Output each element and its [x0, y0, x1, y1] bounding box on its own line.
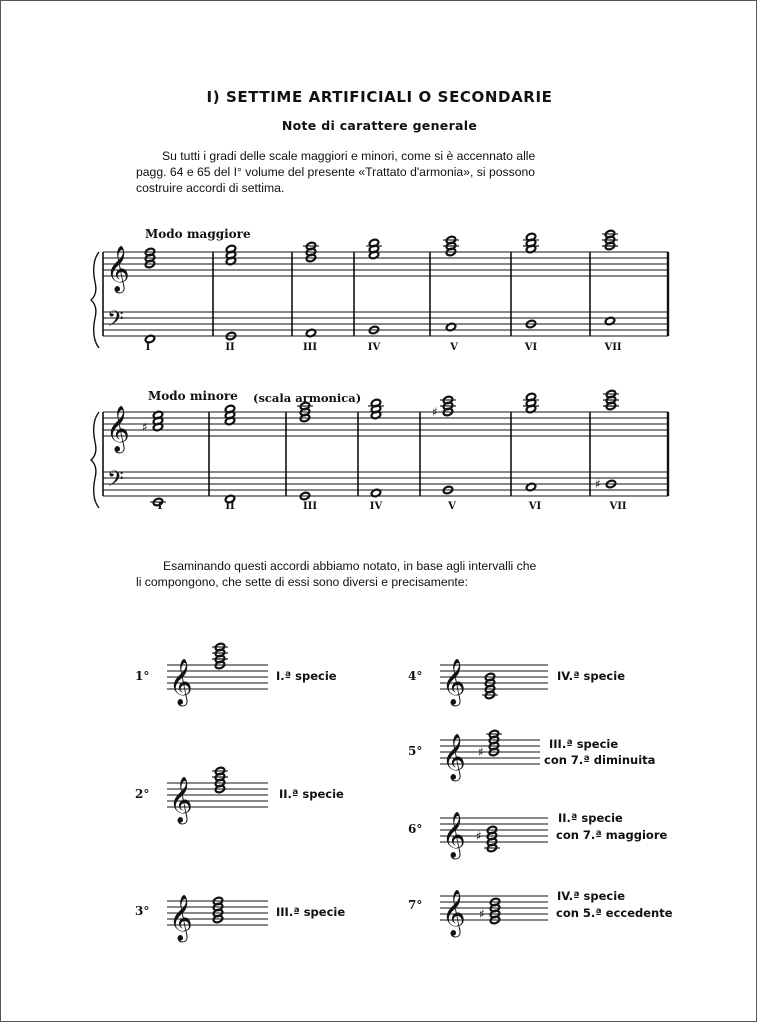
species-number: 5° — [408, 744, 423, 758]
treble-clef-icon: 𝄞 — [106, 406, 130, 452]
major-degree-label: VII — [604, 342, 622, 353]
species-number: 4° — [408, 669, 423, 683]
treble-clef-icon: 𝄞 — [442, 890, 466, 936]
species-number: 3° — [135, 904, 150, 918]
species-number: 6° — [408, 822, 423, 836]
minor-degree-label: I — [157, 501, 163, 512]
major-degree-label: IV — [367, 342, 381, 353]
species-label: II.ª specie — [279, 787, 344, 801]
bass-clef-icon: 𝄢 — [107, 307, 124, 337]
sharp-icon: ♯ — [595, 477, 601, 491]
species-label: I.ª specie — [276, 669, 337, 683]
sharp-icon: ♯ — [142, 420, 148, 434]
treble-clef-icon: 𝄞 — [442, 734, 466, 780]
minor-mode-label: Modo minore — [148, 389, 238, 403]
species-label-detail: con 7.ª diminuita — [544, 753, 656, 767]
brace-icon — [91, 412, 99, 508]
minor-degree-label: II — [225, 501, 235, 512]
brace-icon — [91, 252, 99, 348]
minor-degree-label: VI — [528, 501, 542, 512]
treble-clef-icon: 𝄞 — [169, 895, 193, 941]
analysis-line-2: li compongono, che sette di essi sono diversi e precisamente: — [136, 575, 468, 589]
minor-degree-label: V — [448, 501, 456, 512]
treble-clef-icon: 𝄞 — [169, 659, 193, 705]
major-degree-label: III — [302, 342, 318, 353]
minor-degree-label: III — [302, 501, 318, 512]
sharp-icon: ♯ — [476, 829, 482, 843]
species-label: III.ª specie — [549, 737, 619, 751]
intro-line-1: Su tutti i gradi delle scale maggiori e minori, come si è accennato alle — [162, 149, 536, 163]
treble-clef-icon: 𝄞 — [442, 812, 466, 858]
major-mode-label: Modo maggiore — [145, 227, 251, 241]
major-degree-label: II — [225, 342, 235, 353]
minor-degree-label: VII — [609, 501, 627, 512]
species-label-detail: con 7.ª maggiore — [556, 828, 668, 842]
minor-degree-label: IV — [369, 501, 383, 512]
intro-line-2: pagg. 64 e 65 del I° volume del presente «Trattato d'armonia», si possono — [136, 165, 536, 179]
treble-clef-icon: 𝄞 — [169, 777, 193, 823]
sharp-icon: ♯ — [479, 907, 485, 921]
species-label-detail: con 5.ª eccedente — [556, 906, 673, 920]
species-label: IV.ª specie — [557, 669, 625, 683]
treble-clef-icon: 𝄞 — [442, 659, 466, 705]
species-number: 7° — [408, 898, 423, 912]
analysis-line-1: Esaminando questi accordi abbiamo notato, in base agli intervalli che — [163, 559, 537, 573]
species-label: III.ª specie — [276, 905, 346, 919]
species-label: II.ª specie — [558, 811, 623, 825]
major-degree-label: VI — [524, 342, 538, 353]
species-number: 2° — [135, 787, 150, 801]
page-subtitle: Note di carattere generale — [281, 118, 478, 133]
major-degree-label: I — [145, 342, 151, 353]
bass-clef-icon: 𝄢 — [107, 467, 124, 497]
species-number: 1° — [135, 669, 150, 683]
treble-clef-icon: 𝄞 — [106, 246, 130, 292]
page-title: I) SETTIME ARTIFICIALI O SECONDARIE — [206, 88, 553, 106]
sharp-icon: ♯ — [478, 745, 484, 759]
species-label: IV.ª specie — [557, 889, 625, 903]
minor-mode-label-note: (scala armonica) — [253, 391, 362, 405]
sharp-icon: ♯ — [432, 405, 438, 419]
intro-line-3: costruire accordi di settima. — [136, 181, 285, 195]
major-degree-label: V — [450, 342, 458, 353]
